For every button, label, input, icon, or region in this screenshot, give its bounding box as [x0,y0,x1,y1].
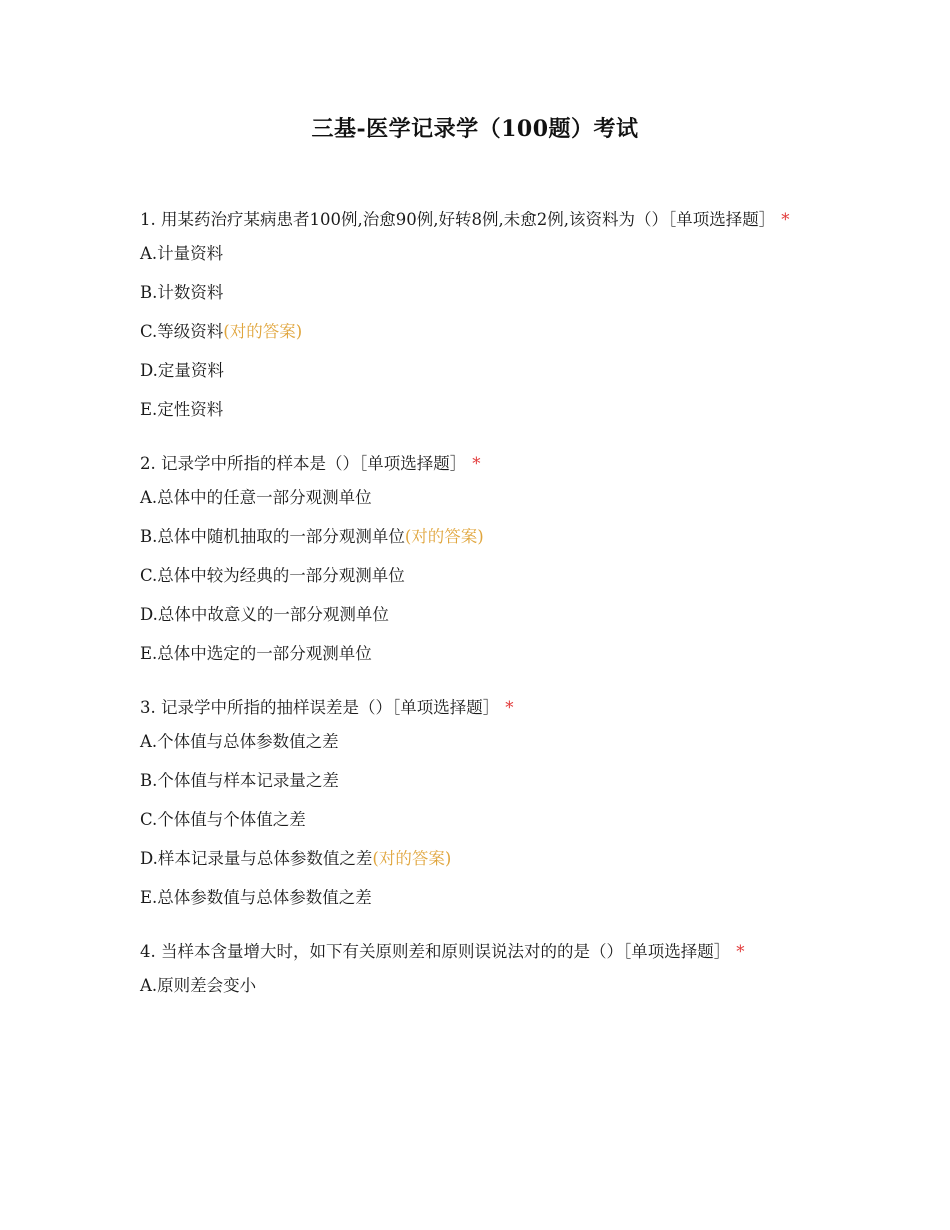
option-label: E.总体参数值与总体参数值之差 [140,888,372,907]
option-label: B.计数资料 [140,283,224,302]
option-a [140,974,812,1013]
question-text [140,447,812,480]
question-stem: 4. 当样本含量增大时，如下有关原则差和原则误说法对的的是（）［单项选择题］ [140,942,731,961]
option-c [140,808,812,847]
option-b [140,525,812,564]
option-d [140,603,812,642]
option-label: A.个体值与总体参数值之差 [140,732,339,751]
question-2 [140,447,812,681]
option-e [140,398,812,437]
option-e [140,642,812,681]
required-star: * [781,210,790,229]
required-star: * [472,454,481,473]
option-label: B.个体值与样本记录量之差 [140,771,339,790]
option-label: A.总体中的任意一部分观测单位 [140,488,372,507]
question-1 [140,203,812,437]
page-title: 三基-医学记录学（100题）考试 [311,116,639,142]
option-label: A.计量资料 [140,244,224,263]
option-label: D.定量资料 [140,361,224,380]
option-b [140,769,812,808]
question-text [140,935,812,968]
option-e [140,886,812,925]
required-star: * [505,698,514,717]
required-star: * [736,942,745,961]
option-a [140,730,812,769]
option-label: E.定性资料 [140,400,224,419]
option-a [140,242,812,281]
option-label: D.总体中故意义的一部分观测单位 [140,605,389,624]
question-text [140,691,812,724]
option-c [140,564,812,603]
question-text [140,203,812,236]
option-label: C.等级资料 [140,322,224,341]
option-c [140,320,812,359]
option-b [140,281,812,320]
question-stem: 3. 记录学中所指的抽样误差是（）［单项选择题］ [140,698,500,717]
option-label: E.总体中选定的一部分观测单位 [140,644,372,663]
correct-answer-mark: (对的答案) [404,527,484,546]
option-label: C.总体中较为经典的一部分观测单位 [140,566,405,585]
option-d [140,847,812,886]
question-list [140,203,812,1013]
question-4 [140,935,812,1013]
option-label: D.样本记录量与总体参数值之差 [140,849,373,868]
option-label: A.原则差会变小 [140,976,257,995]
question-stem: 2. 记录学中所指的样本是（）［单项选择题］ [140,454,467,473]
question-stem: 1. 用某药治疗某病患者100例,治愈90例,好转8例,未愈2例,该资料为（）［单项选择题］ [140,210,776,229]
option-d [140,359,812,398]
correct-answer-mark: (对的答案) [372,849,452,868]
option-label: B.总体中随机抽取的一部分观测单位 [140,527,405,546]
option-label: C.个体值与个体值之差 [140,810,306,829]
option-a [140,486,812,525]
question-3 [140,691,812,925]
correct-answer-mark: (对的答案) [223,322,303,341]
